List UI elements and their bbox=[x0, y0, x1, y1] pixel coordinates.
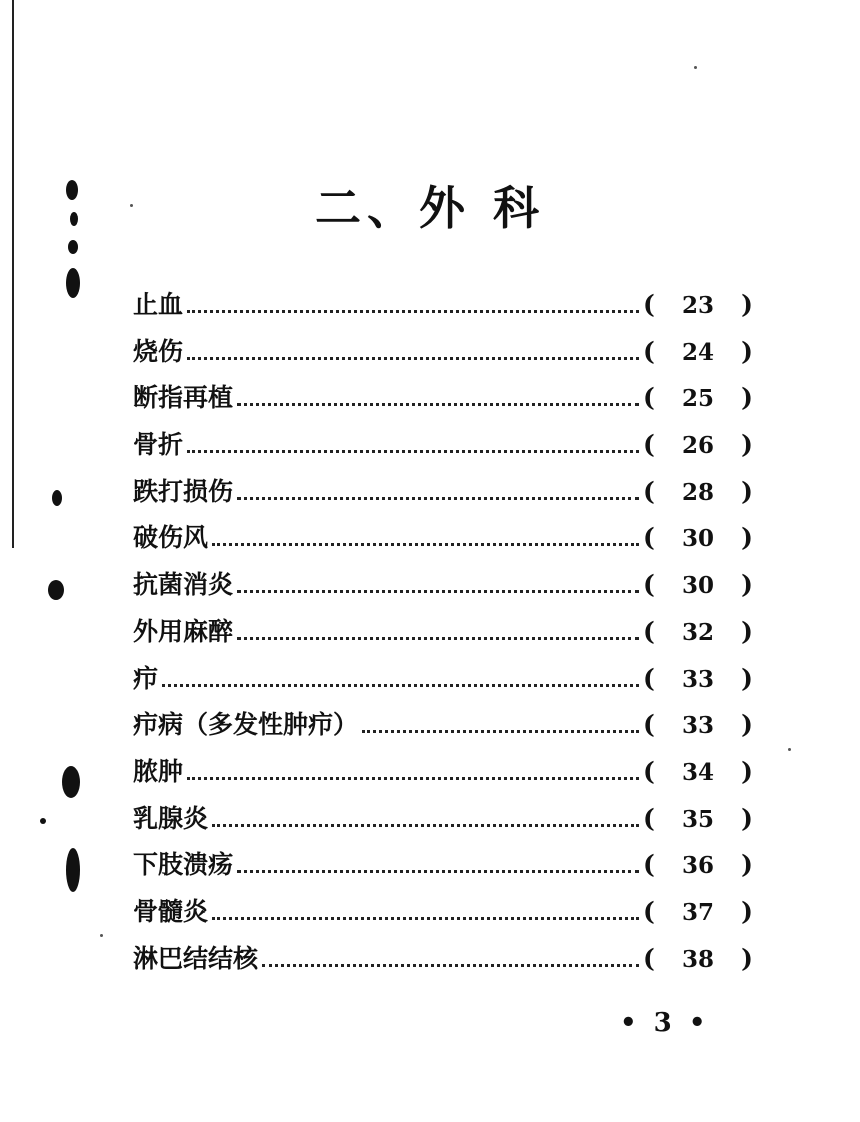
dot-leader bbox=[187, 357, 639, 360]
close-paren: ) bbox=[741, 570, 753, 600]
toc-entry-title: 疖 bbox=[133, 663, 159, 693]
toc-entry bbox=[133, 565, 753, 612]
toc-entry-page: 38 bbox=[681, 945, 714, 973]
toc-page-ref bbox=[643, 430, 753, 459]
open-paren: ( bbox=[643, 616, 655, 646]
close-paren: ) bbox=[741, 710, 753, 740]
close-paren: ) bbox=[741, 943, 753, 973]
open-paren: ( bbox=[643, 710, 655, 740]
close-paren: ) bbox=[741, 430, 753, 460]
paper-speck bbox=[100, 934, 103, 937]
toc-page-ref bbox=[643, 944, 753, 973]
dot-leader bbox=[237, 870, 639, 873]
close-paren: ) bbox=[741, 383, 753, 413]
toc-page-ref bbox=[643, 290, 753, 319]
close-paren: ) bbox=[741, 476, 753, 506]
toc-entry-page: 25 bbox=[681, 385, 714, 413]
toc-page-ref bbox=[643, 757, 753, 786]
toc-page-ref bbox=[643, 570, 753, 599]
toc-entry-page: 30 bbox=[681, 525, 714, 553]
toc-entry bbox=[133, 472, 753, 519]
toc-entry-page: 32 bbox=[681, 618, 714, 646]
dot-leader bbox=[187, 777, 639, 780]
toc-entry-page: 33 bbox=[681, 665, 714, 693]
close-paren: ) bbox=[741, 523, 753, 553]
section-title: 二、外 科 bbox=[314, 181, 545, 235]
toc-entry-page: 30 bbox=[681, 572, 714, 600]
toc-entry bbox=[133, 892, 753, 939]
binding-edge-line bbox=[12, 0, 14, 548]
dot-leader bbox=[262, 964, 639, 967]
toc-page-ref bbox=[643, 804, 753, 833]
toc-entry bbox=[133, 518, 753, 565]
close-paren: ) bbox=[741, 756, 753, 786]
toc-entry-title: 断指再植 bbox=[133, 383, 234, 413]
toc-entry bbox=[133, 425, 753, 472]
toc-entry-page: 23 bbox=[681, 292, 714, 319]
open-paren: ( bbox=[643, 943, 655, 973]
open-paren: ( bbox=[643, 663, 655, 693]
toc-entry-title: 脓肿 bbox=[133, 756, 184, 786]
toc-entry bbox=[133, 332, 753, 379]
toc-entry-page: 28 bbox=[681, 478, 714, 506]
dot-leader bbox=[187, 310, 639, 313]
toc-entry bbox=[133, 378, 753, 425]
dot-leader bbox=[237, 497, 639, 500]
close-paren: ) bbox=[741, 803, 753, 833]
toc-entry bbox=[133, 612, 753, 659]
toc-entry-title: 抗菌消炎 bbox=[133, 570, 234, 600]
toc-entry bbox=[133, 659, 753, 706]
toc-page-ref bbox=[643, 850, 753, 879]
toc-page-ref bbox=[643, 710, 753, 739]
close-paren: ) bbox=[741, 616, 753, 646]
ink-blot bbox=[68, 240, 78, 254]
open-paren: ( bbox=[643, 803, 655, 833]
open-paren: ( bbox=[643, 756, 655, 786]
close-paren: ) bbox=[741, 290, 753, 319]
toc-entry bbox=[133, 799, 753, 846]
open-paren: ( bbox=[643, 850, 655, 880]
open-paren: ( bbox=[643, 476, 655, 506]
toc-entry bbox=[133, 939, 753, 986]
dot-leader bbox=[362, 730, 639, 733]
toc-entry-title: 跌打损伤 bbox=[133, 476, 234, 506]
open-paren: ( bbox=[643, 430, 655, 460]
ink-blot bbox=[62, 766, 80, 798]
dot-leader bbox=[237, 637, 639, 640]
open-paren: ( bbox=[643, 383, 655, 413]
close-paren: ) bbox=[741, 663, 753, 693]
toc-page-ref bbox=[643, 617, 753, 646]
toc-entry-title: 乳腺炎 bbox=[133, 803, 209, 833]
toc-entry-page: 24 bbox=[681, 338, 714, 366]
toc-entry-page: 35 bbox=[681, 805, 714, 833]
toc-entry-page: 26 bbox=[681, 432, 714, 460]
toc-page-ref bbox=[643, 383, 753, 412]
toc-entry bbox=[133, 705, 753, 752]
toc-entry-title: 外用麻醉 bbox=[133, 616, 234, 646]
toc-entry-title: 骨髓炎 bbox=[133, 896, 209, 926]
ink-blot bbox=[48, 580, 64, 600]
close-paren: ) bbox=[741, 850, 753, 880]
table-of-contents bbox=[133, 285, 753, 985]
toc-entry-page: 37 bbox=[681, 898, 714, 926]
toc-entry-title: 烧伤 bbox=[133, 336, 184, 366]
dot-leader bbox=[212, 917, 639, 920]
toc-entry-page: 36 bbox=[681, 852, 714, 880]
toc-page-ref bbox=[643, 337, 753, 366]
ink-blot bbox=[66, 848, 80, 892]
ink-blot bbox=[52, 490, 62, 506]
open-paren: ( bbox=[643, 523, 655, 553]
ink-blot bbox=[66, 268, 80, 298]
toc-page-ref bbox=[643, 523, 753, 552]
open-paren: ( bbox=[643, 896, 655, 926]
toc-page-ref bbox=[643, 477, 753, 506]
toc-entry-title: 破伤风 bbox=[133, 523, 209, 553]
dot-leader bbox=[237, 590, 639, 593]
toc-entry-title: 骨折 bbox=[133, 430, 184, 460]
toc-entry bbox=[133, 845, 753, 892]
dot-leader bbox=[212, 543, 639, 546]
toc-entry-page: 34 bbox=[681, 758, 714, 786]
close-paren: ) bbox=[741, 336, 753, 366]
paper-speck bbox=[788, 748, 791, 751]
page-number: • 3 • bbox=[620, 1008, 710, 1038]
toc-entry-title: 止血 bbox=[133, 290, 184, 319]
toc-entry bbox=[133, 285, 753, 332]
paper-speck bbox=[694, 66, 697, 69]
toc-entry bbox=[133, 752, 753, 799]
toc-entry-title: 淋巴结结核 bbox=[133, 943, 259, 973]
toc-page-ref bbox=[643, 664, 753, 693]
toc-entry-page: 33 bbox=[681, 712, 714, 740]
dot-leader bbox=[162, 684, 639, 687]
dot-leader bbox=[212, 824, 639, 827]
open-paren: ( bbox=[643, 290, 655, 319]
ink-blot bbox=[40, 818, 46, 824]
toc-entry-title: 疖病（多发性肿疖） bbox=[133, 710, 359, 740]
dot-leader bbox=[237, 403, 639, 406]
open-paren: ( bbox=[643, 336, 655, 366]
toc-entry-title: 下肢溃疡 bbox=[133, 850, 234, 880]
open-paren: ( bbox=[643, 570, 655, 600]
toc-page-ref bbox=[643, 897, 753, 926]
close-paren: ) bbox=[741, 896, 753, 926]
dot-leader bbox=[187, 450, 639, 453]
